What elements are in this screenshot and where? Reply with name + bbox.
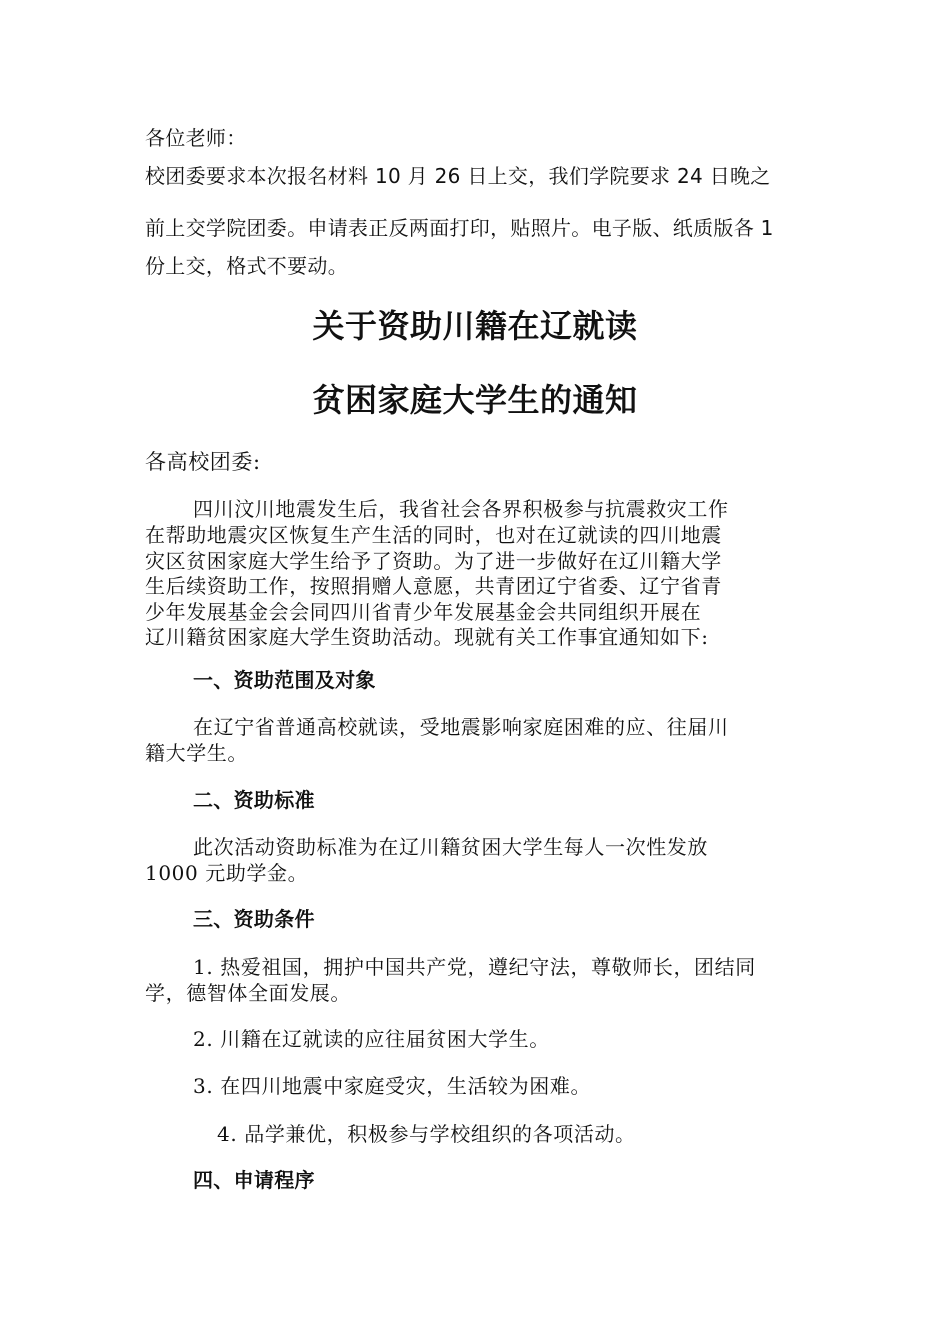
section-scope-line: 籍大学生。 bbox=[145, 741, 248, 765]
intro-line: 四川汶川地震发生后，我省社会各界积极参与抗震救灾工作 bbox=[193, 497, 729, 521]
notice-title-line-2: 贫困家庭大学生的通知 bbox=[312, 381, 638, 419]
condition-item: 3. 在四川地震中家庭受灾，生活较为困难。 bbox=[193, 1074, 592, 1098]
memo-line: 前上交学院团委。申请表正反两面打印，贴照片。电子版、纸质版各 1 bbox=[145, 216, 774, 240]
condition-item: 2. 川籍在辽就读的应往届贫困大学生。 bbox=[193, 1027, 550, 1051]
notice-addressee: 各高校团委: bbox=[145, 450, 261, 474]
condition-item: 4. 品学兼优，积极参与学校组织的各项活动。 bbox=[217, 1122, 636, 1146]
memo-salutation: 各位老师： bbox=[145, 126, 247, 150]
notice-title-line-1: 关于资助川籍在辽就读 bbox=[312, 307, 638, 345]
section-standard-line: 1000 元助学金。 bbox=[145, 861, 309, 885]
memo-line: 份上交，格式不要动。 bbox=[145, 254, 348, 278]
condition-item: 学，德智体全面发展。 bbox=[145, 981, 351, 1005]
memo-line: 校团委要求本次报名材料 10 月 26 日上交，我们学院要求 24 日晚之 bbox=[145, 164, 771, 188]
section-standard-line: 此次活动资助标准为在辽川籍贫困大学生每人一次性发放 bbox=[193, 835, 708, 859]
section-heading-standard: 二、资助标准 bbox=[193, 788, 315, 812]
intro-line: 灾区贫困家庭大学生给予了资助。为了进一步做好在辽川籍大学 bbox=[145, 549, 722, 573]
intro-line: 辽川籍贫困家庭大学生资助活动。现就有关工作事宜通知如下: bbox=[145, 625, 709, 649]
section-heading-scope: 一、资助范围及对象 bbox=[193, 668, 376, 692]
condition-item: 1. 热爱祖国，拥护中国共产党，遵纪守法，尊敬师长，团结同 bbox=[193, 955, 756, 979]
section-heading-procedure: 四、申请程序 bbox=[193, 1168, 315, 1192]
intro-line: 在帮助地震灾区恢复生产生活的同时，也对在辽就读的四川地震 bbox=[145, 523, 722, 547]
intro-line: 生后续资助工作，按照捐赠人意愿，共青团辽宁省委、辽宁省青 bbox=[145, 574, 722, 598]
section-scope-line: 在辽宁省普通高校就读，受地震影响家庭困难的应、往届川 bbox=[193, 715, 729, 739]
section-heading-conditions: 三、资助条件 bbox=[193, 907, 315, 931]
intro-line: 少年发展基金会会同四川省青少年发展基金会共同组织开展在 bbox=[145, 600, 702, 624]
